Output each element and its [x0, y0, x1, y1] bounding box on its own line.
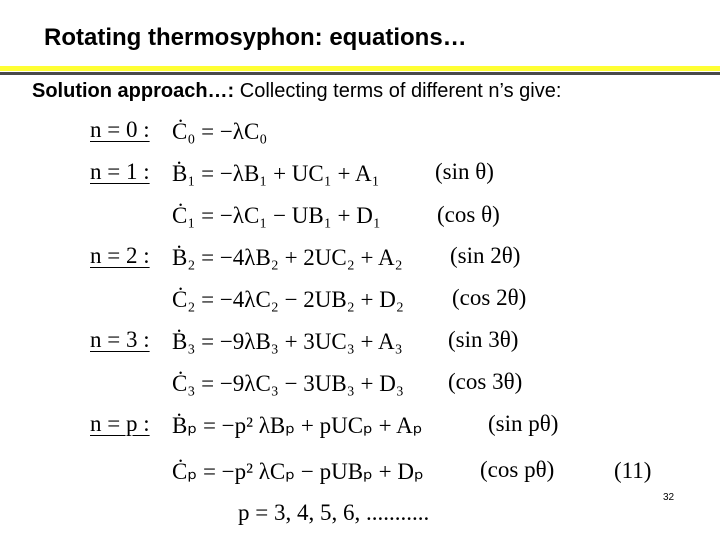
- trig-label: (cos θ): [437, 202, 500, 227]
- trig-label: (sin θ): [435, 159, 494, 184]
- condition-n2: n = 2 :: [90, 243, 150, 268]
- condition-n0: n = 0 :: [90, 117, 150, 142]
- equation-row: Ḃₚ = −p² λBₚ + pUCₚ + Aₚ: [172, 413, 423, 438]
- condition-n1: n = 1 :: [90, 159, 150, 184]
- condition-n3: n = 3 :: [90, 327, 150, 352]
- trig-label: (cos 3θ): [448, 369, 523, 394]
- subtitle-bold: Solution approach…:: [32, 80, 235, 102]
- equation-row: Ḃ₂ = −4λB₂ + 2UC₂ + A₂: [172, 245, 403, 270]
- equation-row: Ċ₃ = −9λC₃ − 3UB₃ + D₃: [172, 371, 404, 396]
- equation-tag: (11): [614, 458, 652, 483]
- trig-label: (sin 2θ): [450, 243, 521, 268]
- equation-row: Ċ₁ = −λC₁ − UB₁ + D₁: [172, 203, 381, 228]
- trig-label: (cos pθ): [480, 457, 555, 482]
- trig-label: (cos 2θ): [452, 285, 527, 310]
- condition-np: n = p :: [90, 411, 150, 436]
- trig-label: (sin pθ): [488, 411, 559, 436]
- slide-title: Rotating thermosyphon: equations…: [44, 24, 467, 51]
- equation-row: Ḃ₁ = −λB₁ + UC₁ + A₁: [172, 161, 380, 186]
- equation-row: Ḃ₃ = −9λB₃ + 3UC₃ + A₃: [172, 329, 403, 354]
- equation-row: Ċ₀ = −λC₀: [172, 119, 268, 144]
- trig-label: (sin 3θ): [448, 327, 519, 352]
- page-number: 32: [663, 492, 675, 503]
- p-values: p = 3, 4, 5, 6, ...........: [238, 500, 430, 525]
- equation-row: Ċ₂ = −4λC₂ − 2UB₂ + D₂: [172, 287, 404, 312]
- subtitle-rest: Collecting terms of different n’s give:: [234, 80, 562, 102]
- equation-row: Ċₚ = −p² λCₚ − pUBₚ + Dₚ: [172, 459, 424, 484]
